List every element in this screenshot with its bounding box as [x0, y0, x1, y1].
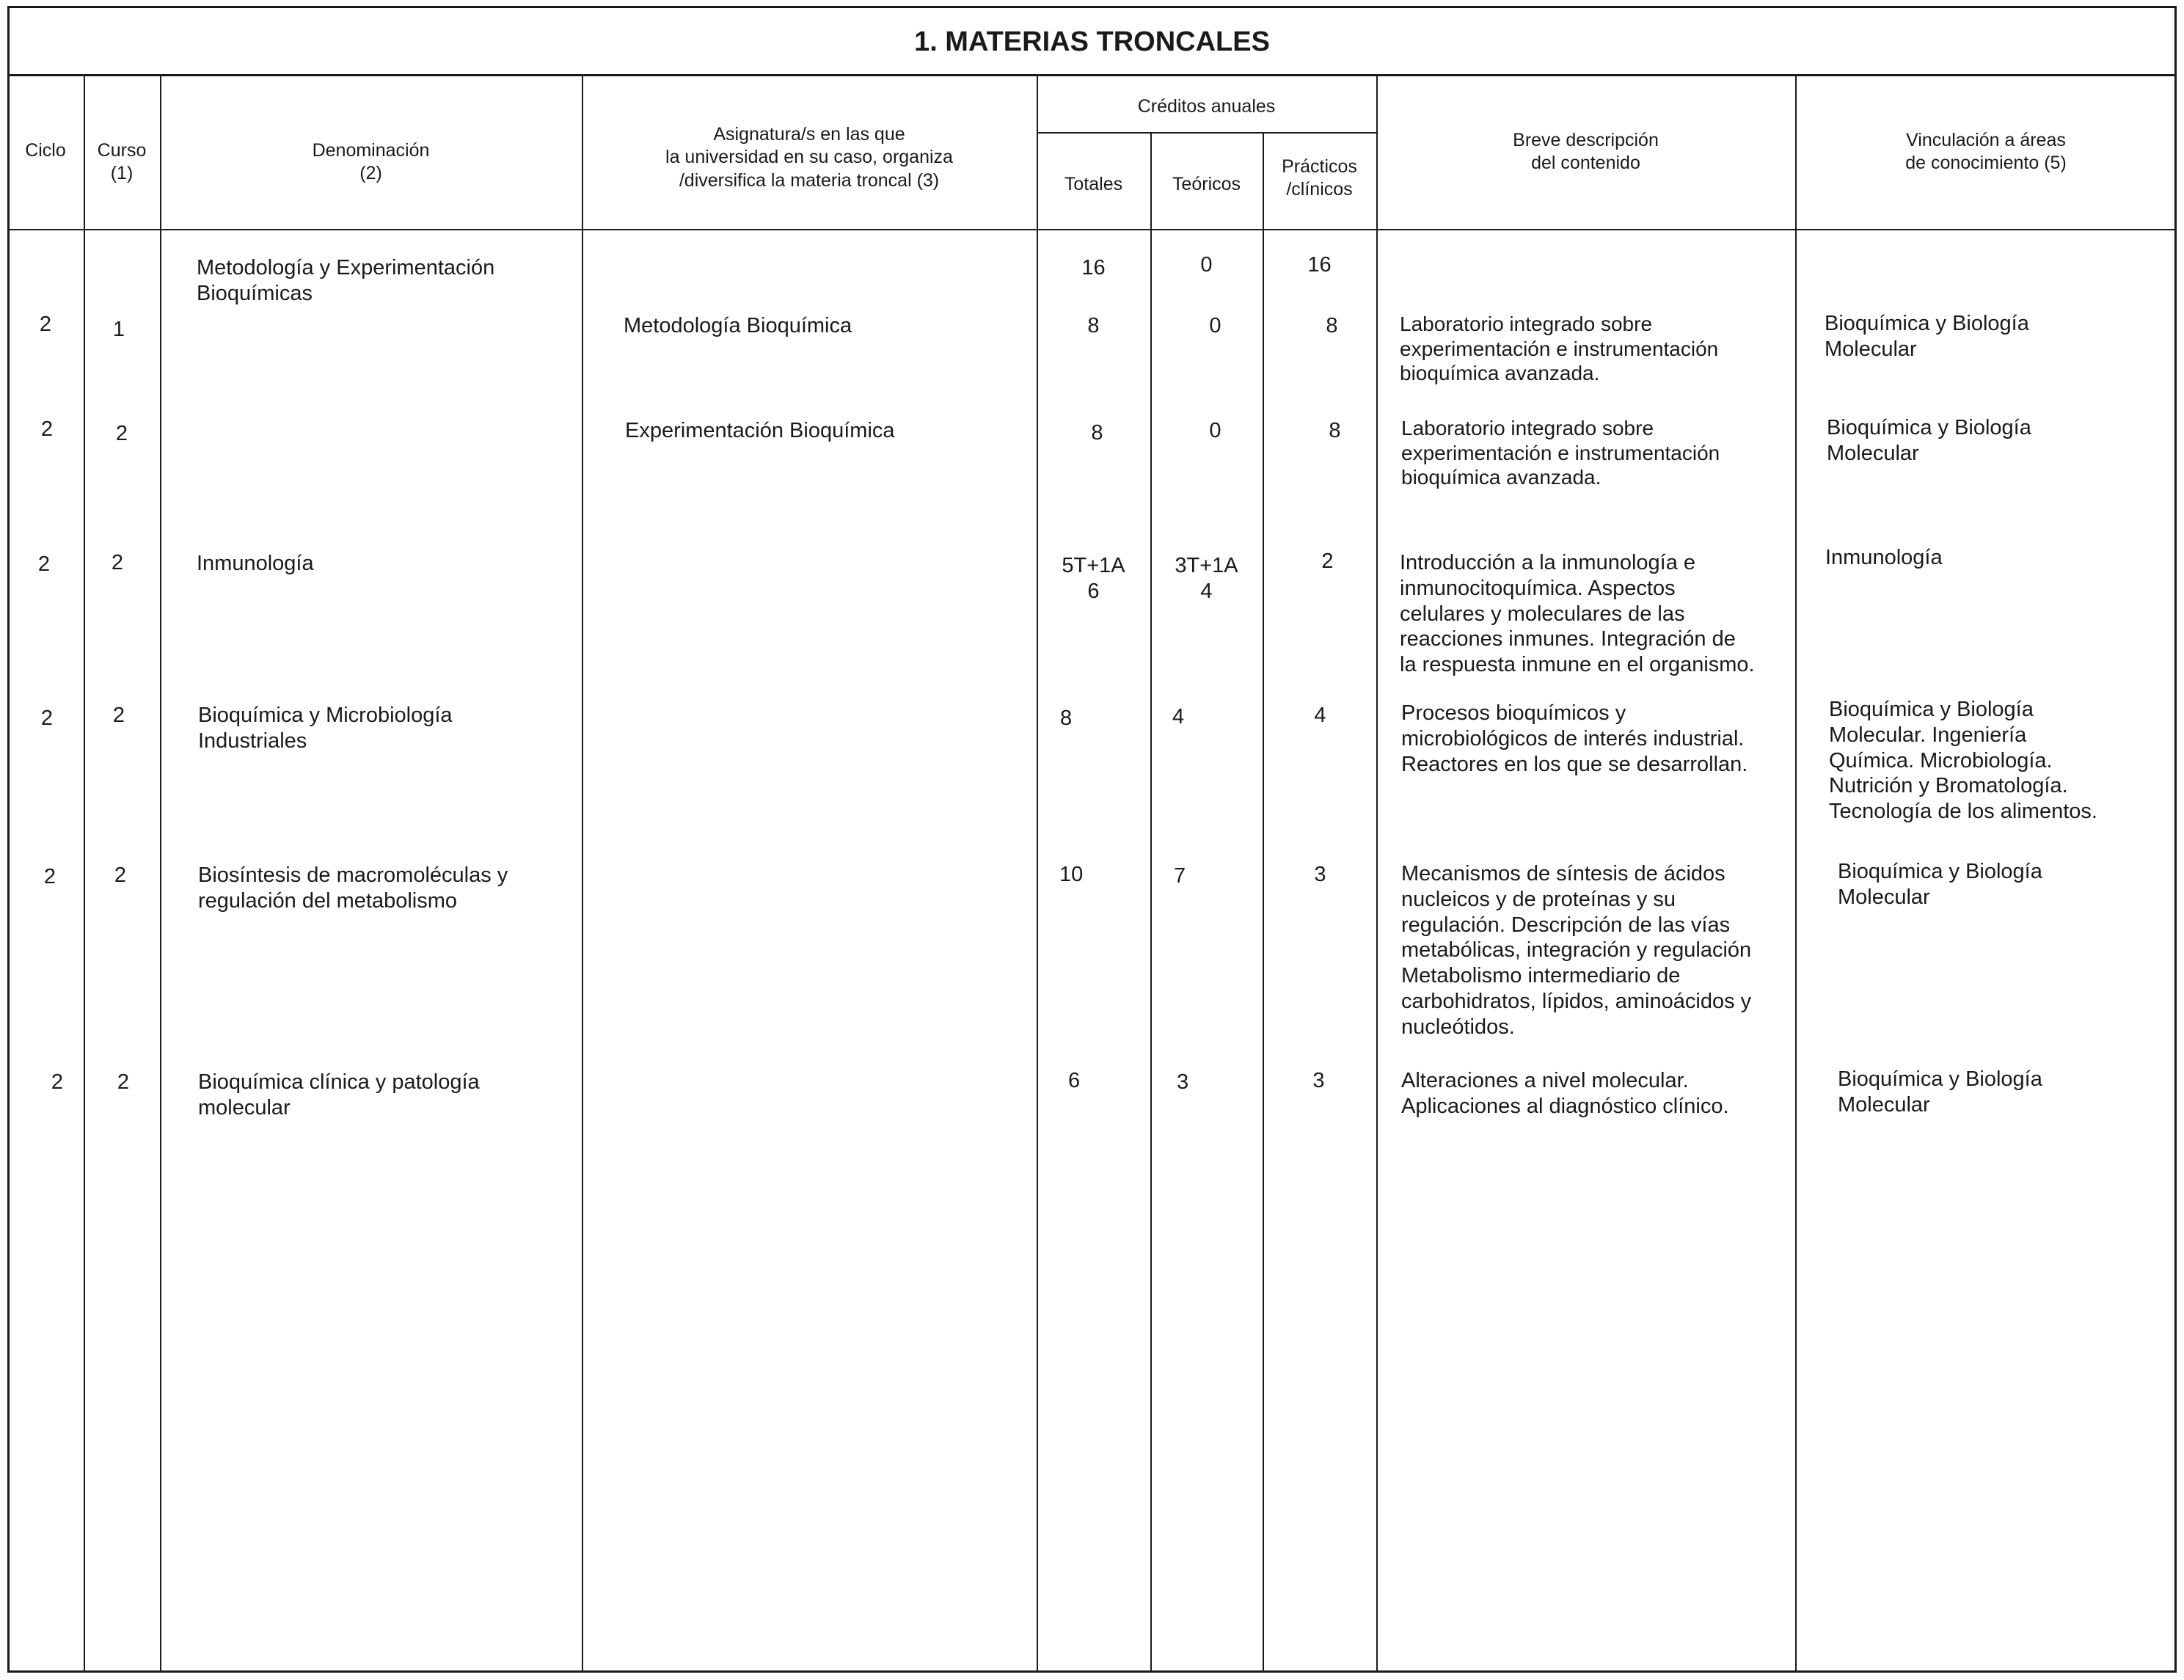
header-vinculacion: Vinculación a áreas de conocimiento (5)	[1905, 130, 2067, 174]
vinculacion-cell: Bioquímica y Biología Molecular	[1838, 860, 2042, 909]
teoricos-cell: 0	[1209, 314, 1221, 337]
descripcion-cell: Alteraciones a nivel molecular. Aplicaciones al diagnóstico clínico.	[1401, 1069, 1729, 1118]
descripcion-cell: Laboratorio integrado sobre experimentación e instrumentación bioquímica avanzada.	[1400, 313, 1719, 385]
page-title: 1. MATERIAS TRONCALES	[7, 6, 2177, 76]
practicos-cell: 3	[1314, 863, 1326, 886]
col-divider	[1150, 134, 1152, 1673]
practicos-cell: 3	[1312, 1069, 1325, 1092]
descripcion-cell: Mecanismos de síntesis de ácidos nucleicos y de proteínas y su regulación. Descripción de las vías metabólicas, integración y regulación Metabolismo intermediario de carbohidratos, lípidos, aminoácidos y nucleótidos.	[1401, 862, 1752, 1039]
header-ciclo: Ciclo	[25, 140, 66, 161]
curso-cell: 1	[112, 318, 125, 341]
teoricos-cell: 3T+1A 4	[1175, 554, 1238, 603]
vinculacion-cell: Bioquímica y Biología Molecular	[1838, 1067, 2042, 1117]
practicos-cell: 8	[1326, 314, 1338, 337]
header-asignaturas: Asignatura/s en las que la universidad en su caso, organiza /diversifica la materia troncal (3)	[665, 124, 953, 191]
curso-cell: 2	[112, 704, 125, 727]
practicos-cell: 16	[1307, 253, 1332, 277]
totales-cell: 5T+1A 6	[1062, 554, 1125, 603]
header-teoricos: Teóricos	[1172, 174, 1241, 194]
col-divider	[160, 76, 161, 1673]
ciclo-cell: 2	[39, 313, 52, 336]
vinculacion-cell: Inmunología	[1825, 546, 1943, 569]
ciclo-cell: 2	[40, 706, 54, 730]
teoricos-cell: 0	[1200, 253, 1213, 277]
header-bottom-rule	[7, 229, 2177, 230]
creditos-divider	[1037, 132, 1376, 134]
denominacion-cell: Bioquímica clínica y patología molecular	[198, 1070, 480, 1120]
ciclo-cell: 2	[40, 417, 54, 441]
totales-cell: 8	[1060, 706, 1073, 730]
curso-cell: 2	[115, 422, 128, 445]
teoricos-cell: 4	[1172, 705, 1185, 728]
teoricos-cell: 3	[1177, 1070, 1189, 1094]
header-totales: Totales	[1064, 174, 1123, 194]
asignatura-cell: Experimentación Bioquímica	[625, 419, 895, 442]
header-curso: Curso (1)	[97, 140, 147, 184]
teoricos-cell: 7	[1174, 864, 1186, 888]
descripcion-cell: Introducción a la inmunología e inmunocitoquímica. Aspectos celulares y moleculares de las reacciones inmunes. Integración de la respuesta inmune en el organismo.	[1400, 551, 1755, 677]
denominacion-cell: Inmunología	[197, 552, 314, 575]
vinculacion-cell: Bioquímica y Biología Molecular	[1825, 312, 2029, 361]
totales-cell: 8	[1087, 314, 1100, 337]
header-creditos: Créditos anuales	[1137, 96, 1276, 117]
curso-cell: 2	[111, 551, 124, 574]
practicos-cell: 2	[1321, 549, 1334, 573]
col-divider	[582, 76, 583, 1673]
curso-cell: 2	[114, 863, 127, 887]
col-divider	[84, 76, 85, 1673]
practicos-cell: 4	[1314, 704, 1326, 727]
vinculacion-cell: Bioquímica y Biología Molecular	[1827, 416, 2031, 465]
denominacion-cell: Biosíntesis de macromoléculas y regulación del metabolismo	[198, 863, 508, 913]
asignatura-cell: Metodología Bioquímica	[624, 314, 852, 337]
header-descripcion: Breve descripción del contenido	[1513, 130, 1659, 174]
descripcion-cell: Procesos bioquímicos y microbiológicos de interés industrial. Reactores en los que se desarrollan.	[1401, 701, 1748, 776]
practicos-cell: 8	[1329, 419, 1341, 442]
vinculacion-cell: Bioquímica y Biología Molecular. Ingeniería Química. Microbiología. Nutrición y Bromatología. Tecnología de los alimentos.	[1829, 698, 2097, 824]
ciclo-cell: 2	[43, 865, 56, 888]
totales-cell: 16	[1081, 256, 1106, 280]
header-practicos: Prácticos /clínicos	[1282, 156, 1357, 200]
ciclo-cell: 2	[37, 552, 51, 576]
teoricos-cell: 0	[1209, 419, 1221, 442]
col-divider	[1263, 134, 1264, 1673]
totales-cell: 8	[1091, 421, 1103, 445]
descripcion-cell: Laboratorio integrado sobre experimentación e instrumentación bioquímica avanzada.	[1401, 417, 1720, 489]
totales-cell: 6	[1068, 1069, 1081, 1092]
header-denominacion: Denominación (2)	[312, 140, 430, 184]
totales-cell: 10	[1059, 863, 1084, 886]
curso-cell: 2	[117, 1070, 130, 1094]
denominacion-cell: Bioquímica y Microbiología Industriales	[198, 704, 453, 753]
ciclo-cell: 2	[51, 1070, 64, 1094]
denominacion-cell: Metodología y Experimentación Bioquímicas	[197, 256, 495, 305]
col-divider	[1795, 76, 1797, 1673]
